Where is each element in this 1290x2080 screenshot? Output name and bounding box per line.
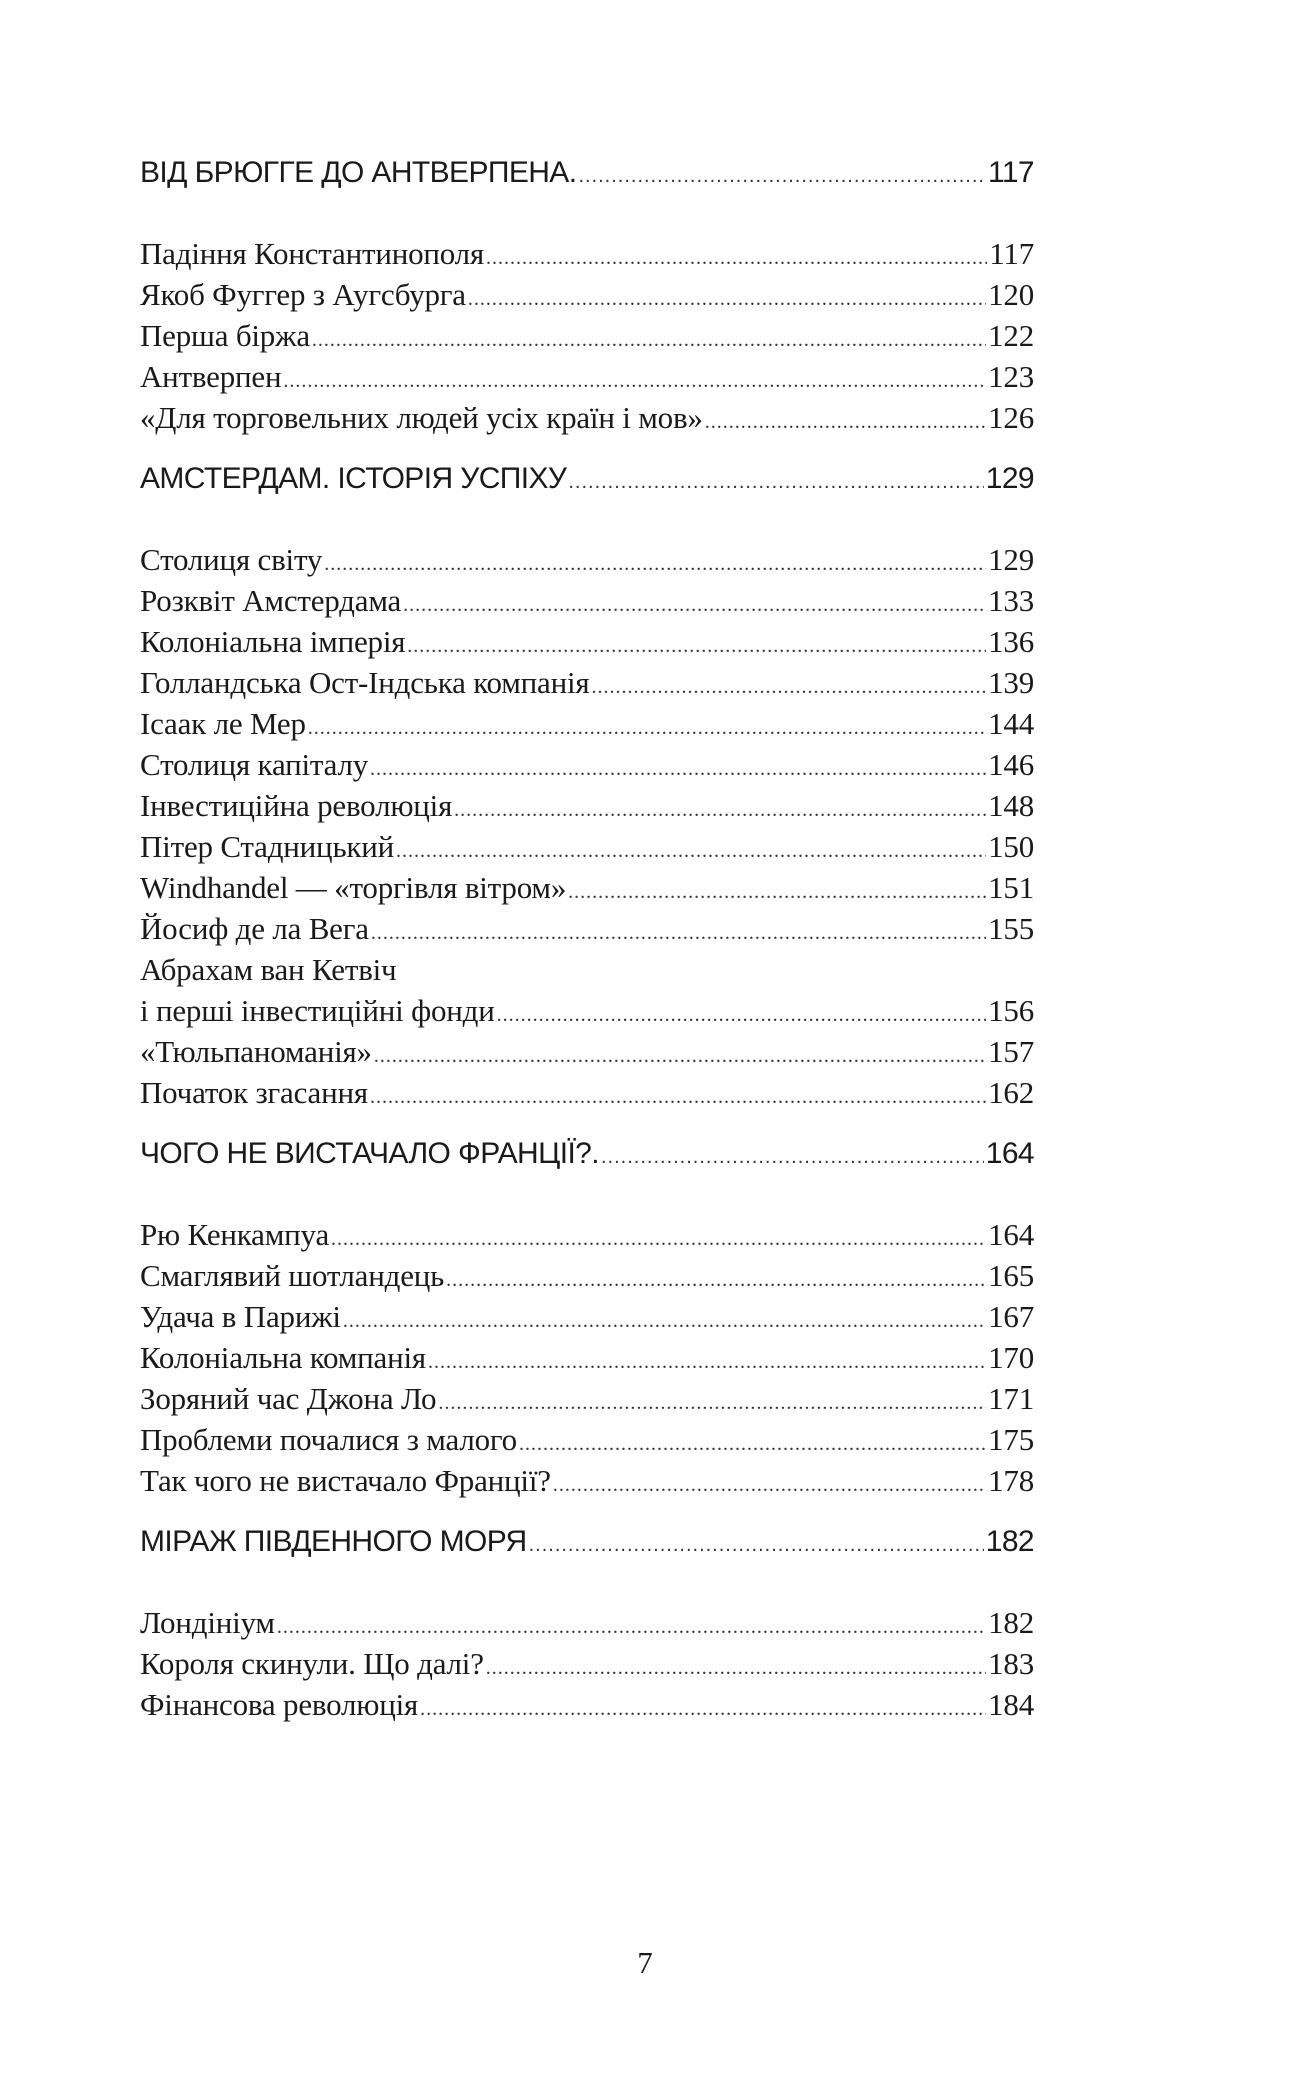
entry-title: Фінансова революція (140, 1687, 419, 1722)
entry-title: і перші інвестиційні фонди (140, 993, 495, 1028)
toc-entry (140, 1296, 1034, 1337)
toc-entry (140, 539, 1034, 580)
toc-section (140, 1521, 1034, 1725)
leader-dots (454, 790, 986, 831)
leader-dots (486, 238, 987, 279)
entry-title: Столиця капіталу (140, 747, 369, 782)
entry-page: 162 (988, 1075, 1034, 1110)
leader-dots (396, 831, 986, 872)
leader-dots (446, 1260, 986, 1301)
chapter-page: 129 (985, 462, 1034, 495)
entry-page: 122 (988, 318, 1034, 353)
leader-dots (420, 1689, 986, 1730)
entry-title: Зоряний час Джона Ло (140, 1381, 437, 1416)
toc-entry (140, 233, 1034, 274)
chapter-entry (140, 152, 1034, 193)
leader-dots (371, 913, 986, 954)
leader-dots (568, 462, 983, 503)
chapter-title: АМСТЕРДАМ. ІСТОРІЯ УСПІХУ (140, 462, 567, 495)
entry-page: 165 (988, 1258, 1034, 1293)
leader-dots (497, 995, 986, 1036)
entry-page: 129 (988, 542, 1034, 577)
entry-page: 144 (988, 706, 1034, 741)
toc-entry (140, 949, 1034, 990)
chapter-entry (140, 1133, 1034, 1174)
page-number: 7 (637, 1945, 653, 1980)
chapter-page: 117 (987, 156, 1034, 189)
chapter-title: ЧОГО НЕ ВИСТАЧАЛО ФРАНЦІЇ?. (140, 1137, 599, 1170)
toc-entry (140, 703, 1034, 744)
entry-title: Пітер Стадницький (140, 829, 395, 864)
leader-dots (407, 626, 986, 667)
leader-dots (591, 667, 986, 708)
toc-entry (140, 274, 1034, 315)
entry-title: Смаглявий шотландець (140, 1258, 445, 1293)
entry-title: Короля скинули. Що далі? (140, 1646, 484, 1681)
entry-title: Колоніальна компанія (140, 1340, 426, 1375)
chapter-title: ВІД БРЮГГЕ ДО АНТВЕРПЕНА. (140, 156, 577, 189)
leader-dots (486, 1648, 986, 1689)
leader-dots (468, 279, 986, 320)
leader-dots (403, 585, 986, 626)
entry-page: 155 (988, 911, 1034, 946)
entry-title: «Для торговельних людей усіх країн і мов» (140, 400, 703, 435)
toc-entry (140, 1072, 1034, 1113)
entry-page: 136 (988, 624, 1034, 659)
entry-page: 157 (988, 1034, 1034, 1069)
toc-entry (140, 621, 1034, 662)
entry-title: Голландська Ост-Індська компанія (140, 665, 590, 700)
entry-title: Антверпен (140, 359, 282, 394)
leader-dots (553, 1465, 986, 1506)
entry-page: 123 (988, 359, 1034, 394)
entry-page: 148 (988, 788, 1034, 823)
entry-title: Абрахам ван Кетвіч (140, 952, 397, 987)
toc-entry (140, 1031, 1034, 1072)
entry-title: Падіння Константинополя (140, 236, 485, 271)
toc-entry (140, 1378, 1034, 1419)
entry-page: 120 (988, 277, 1034, 312)
entry-title: Столиця світу (140, 542, 323, 577)
toc-entry (140, 1602, 1034, 1643)
toc-entry (140, 1643, 1034, 1684)
leader-dots (529, 1525, 984, 1566)
chapter-entry (140, 1521, 1034, 1562)
entry-title: Удача в Парижі (140, 1299, 341, 1334)
entry-page: 182 (988, 1605, 1034, 1640)
entry-title: Ісаак ле Мер (140, 706, 306, 741)
entry-title: Якоб Фуггер з Аугсбурга (140, 277, 466, 312)
chapter-page: 164 (985, 1137, 1034, 1170)
leader-dots (277, 1607, 986, 1648)
toc-entry (140, 1419, 1034, 1460)
toc-entry (140, 397, 1034, 438)
leader-dots (438, 1383, 986, 1424)
entry-title: Йосиф де ла Вега (140, 911, 369, 946)
entry-title: Так чого не вистачало Франції? (140, 1463, 551, 1498)
entry-title: Інвестиційна революція (140, 788, 453, 823)
leader-dots (312, 320, 986, 361)
leader-dots (331, 1219, 986, 1260)
chapter-page: 182 (985, 1525, 1034, 1558)
toc-entry (140, 1214, 1034, 1255)
toc-entry (140, 1684, 1034, 1725)
leader-dots (370, 749, 986, 790)
leader-dots (283, 361, 986, 402)
leader-dots (343, 1301, 986, 1342)
leader-dots (428, 1342, 986, 1383)
entry-title: Рю Кенкампуа (140, 1217, 330, 1252)
entry-page: 170 (988, 1340, 1034, 1375)
entry-title: Перша біржа (140, 318, 310, 353)
toc-entry (140, 826, 1034, 867)
toc-entry (140, 580, 1034, 621)
entry-title: Windhandel — «торгівля вітром» (140, 870, 567, 905)
entry-page: 151 (988, 870, 1034, 905)
entry-title: Колоніальна імперія (140, 624, 406, 659)
leader-dots (519, 1424, 986, 1465)
toc-entry (140, 315, 1034, 356)
entry-page: 126 (988, 400, 1034, 435)
entry-page: 139 (988, 665, 1034, 700)
toc-entry (140, 1337, 1034, 1378)
entry-page: 175 (988, 1422, 1034, 1457)
chapter-title: МІРАЖ ПІВДЕННОГО МОРЯ (140, 1525, 527, 1558)
toc-entry (140, 744, 1034, 785)
toc-entry (140, 356, 1034, 397)
toc-entry (140, 662, 1034, 703)
entry-page: 171 (988, 1381, 1034, 1416)
entry-title: Розквіт Амстердама (140, 583, 402, 618)
entry-page: 164 (988, 1217, 1034, 1252)
leader-dots (324, 544, 986, 585)
leader-dots (370, 1077, 986, 1118)
toc-entry (140, 1460, 1034, 1501)
entry-page: 117 (989, 236, 1034, 271)
entry-page: 150 (988, 829, 1034, 864)
toc-entry (140, 867, 1034, 908)
entry-page: 183 (988, 1646, 1034, 1681)
leader-dots (601, 1137, 984, 1178)
leader-dots (705, 402, 986, 443)
toc-section (140, 458, 1034, 1113)
entry-page: 156 (988, 993, 1034, 1028)
table-of-contents (140, 152, 1034, 1725)
entry-title: «Тюльпаноманія» (140, 1034, 372, 1069)
entry-page: 167 (988, 1299, 1034, 1334)
leader-dots (568, 872, 986, 913)
toc-section (140, 1133, 1034, 1501)
leader-dots (374, 1036, 986, 1077)
entry-page: 184 (988, 1687, 1034, 1722)
toc-entry (140, 908, 1034, 949)
entry-title: Проблеми почалися з малого (140, 1422, 517, 1457)
entry-page: 178 (988, 1463, 1034, 1498)
toc-section (140, 152, 1034, 438)
toc-entry (140, 990, 1034, 1031)
entry-page: 146 (988, 747, 1034, 782)
entry-page: 133 (988, 583, 1034, 618)
entry-title: Початок згасання (140, 1075, 368, 1110)
entry-title: Лондініум (140, 1605, 275, 1640)
leader-dots (578, 156, 986, 197)
toc-entry (140, 785, 1034, 826)
chapter-entry (140, 458, 1034, 499)
toc-entry (140, 1255, 1034, 1296)
leader-dots (308, 708, 986, 749)
